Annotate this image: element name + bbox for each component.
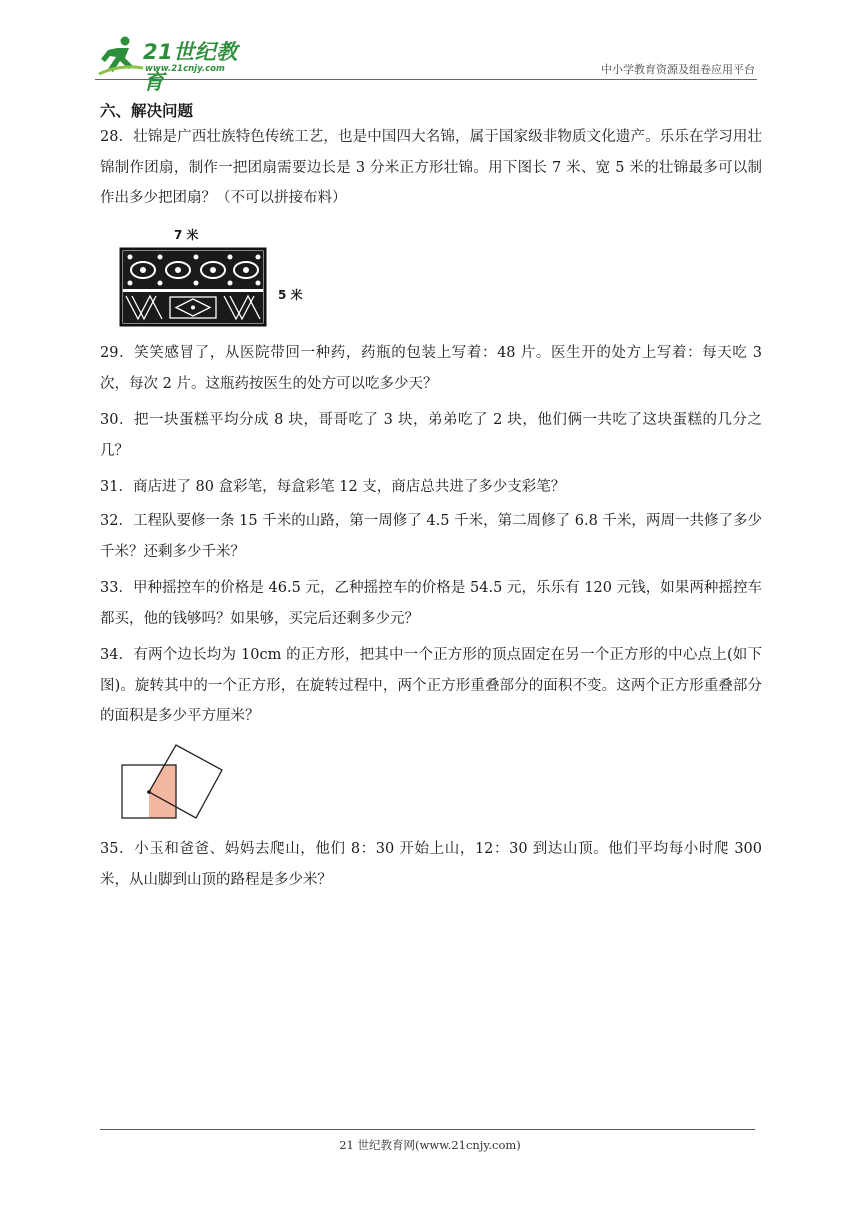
length-label: 7 米 xyxy=(174,228,199,242)
page-footer: 21 世纪教育网(www.21cnjy.com) xyxy=(339,1138,521,1152)
runner-logo-icon xyxy=(95,34,145,78)
question-33: 33．甲种摇控车的价格是 46.5 元，乙种摇控车的价格是 54.5 元，乐乐有 120 元钱，如果两种摇控车都买，他的钱够吗？如果够，买完后还剩多少元？ xyxy=(100,580,762,627)
question-32: 32．工程队要修一条 15 千米的山路，第一周修了 4.5 千米，第二周修了 6.8 千米，两周一共修了多少千米？还剩多少千米？ xyxy=(100,513,762,560)
header-divider xyxy=(95,79,757,80)
width-label: 5 米 xyxy=(278,288,303,302)
question-29: 29．笑笑感冒了，从医院带回一种药，药瓶的包装上写着：48 片。医生开的处方上写着：每天吃 3 次，每次 2 片。这瓶药按医生的处方可以吃多少天？ xyxy=(100,345,762,392)
site-logo xyxy=(95,34,255,94)
header-platform-text: 中小学教育资源及组卷应用平台 xyxy=(601,63,755,76)
brocade-figure xyxy=(118,226,308,330)
brocade-pattern-image xyxy=(118,246,268,328)
question-28: 28．壮锦是广西壮族特色传统工艺，也是中国四大名锦，属于国家级非物质文化遗产。乐乐在学习用壮锦制作团扇，制作一把团扇需要边长是 3 分米正方形壮锦。用下图长 7 米、宽 5 米的壮锦最多可以制作出多少把团扇？（不可以拼接布料） xyxy=(100,129,762,206)
footer-divider xyxy=(100,1129,755,1130)
page-header xyxy=(95,30,757,94)
overlapping-squares-figure xyxy=(115,742,230,827)
logo-text: 21世纪教育 xyxy=(143,40,238,94)
question-30: 30．把一块蛋糕平均分成 8 块，哥哥吃了 3 块，弟弟吃了 2 块，他们俩一共吃了这块蛋糕的几分之几？ xyxy=(100,412,762,459)
section-title: 六、解决问题 xyxy=(100,102,194,120)
logo-url: www.21cnjy.com xyxy=(145,64,225,74)
overlapping-squares-diagram xyxy=(115,742,230,827)
question-31: 31．商店进了 80 盒彩笔，每盒彩笔 12 支，商店总共进了多少支彩笔？ xyxy=(100,479,566,495)
question-35: 35．小玉和爸爸、妈妈去爬山，他们 8：30 开始上山，12：30 到达山顶。他们平均每小时爬 300 米，从山脚到山顶的路程是多少米？ xyxy=(100,841,762,888)
question-34: 34．有两个边长均为 10cm 的正方形，把其中一个正方形的顶点固定在另一个正方形的中心点上(如下图)。旋转其中的一个正方形，在旋转过程中，两个正方形重叠部分的面积不变。这两个正方形重叠部分的面积是多少平方厘米？ xyxy=(100,647,762,724)
